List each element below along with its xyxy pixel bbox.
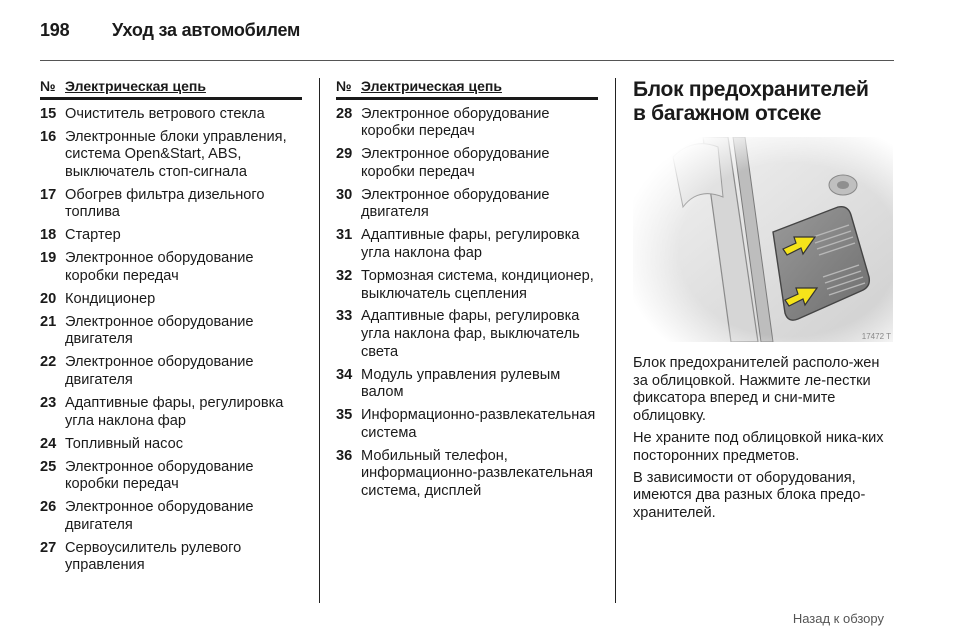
fuse-number: 27 [40, 539, 57, 556]
circuit-description: Адаптивные фары, регулировка угла наклона фар [65, 395, 284, 429]
fuse-number: 15 [40, 105, 57, 122]
circuit-description: Модуль управления рулевым валом [361, 366, 561, 401]
fuse-number: 19 [40, 250, 57, 267]
fuse-number: 22 [40, 354, 57, 371]
table-row [336, 146, 598, 181]
table-row [40, 227, 302, 245]
circuit-description: Электронное оборудование коробки передач [361, 105, 550, 140]
table-row [336, 407, 598, 442]
table-header [40, 78, 302, 100]
table-row [40, 540, 302, 575]
fuse-table-left [40, 78, 302, 580]
fuse-number: 33 [336, 308, 353, 325]
fuse-number: 18 [40, 227, 57, 244]
circuit-description: Адаптивные фары, регулировка угла наклона фар, выключатель света [361, 308, 580, 360]
fuse-number: 31 [336, 227, 353, 244]
fuse-number: 23 [40, 395, 57, 412]
circuit-description: Кондиционер [65, 290, 156, 307]
circuit-description: Адаптивные фары, регулировка угла наклона фар [361, 227, 580, 261]
section-paragraph: Блок предохранителей располо-жен за облицовкой. Нажмите ле-пестки фиксатора вперед и сни-мите облицовку. [633, 355, 880, 424]
circuit-description: Мобильный телефон, информационно-развлекательная система, дисплей [361, 447, 593, 499]
table-row [336, 367, 598, 402]
circuit-description: Электронные блоки управления, система Open&Start, ABS, выключатель стоп-сигнала [65, 128, 287, 180]
table-row [40, 187, 302, 222]
circuit-description: Электронное оборудование двигателя [65, 354, 254, 389]
column-divider [319, 78, 320, 603]
fuse-number: 20 [40, 290, 57, 307]
circuit-description: Информационно-развлекательная система [361, 407, 596, 441]
table-row [40, 459, 302, 494]
circuit-description: Очиститель ветрового стекла [65, 105, 265, 122]
fuse-number: 21 [40, 313, 57, 330]
table-row [336, 187, 598, 222]
fuse-number: 29 [336, 146, 353, 163]
table-row [40, 354, 302, 389]
circuit-description: Электронное оборудование двигателя [361, 186, 550, 221]
table-row [40, 250, 302, 285]
table-row [40, 129, 302, 182]
table-row [336, 227, 598, 262]
table-row [336, 448, 598, 501]
table-row [40, 106, 302, 124]
fuse-number: 17 [40, 186, 57, 203]
circuit-description: Тормозная система, кондиционер, выключатель сцепления [361, 267, 594, 302]
table-header-num: № [40, 78, 56, 94]
table-header-label: Электрическая цепь [361, 78, 502, 94]
table-row [336, 106, 598, 141]
table-row [336, 268, 598, 303]
circuit-description: Электронное оборудование коробки передач [361, 146, 550, 180]
table-row [40, 291, 302, 309]
section-fusebox-trunk [633, 78, 893, 126]
circuit-description: Обогрев фильтра дизельного топлива [65, 186, 265, 221]
fuse-table-right [336, 78, 598, 506]
header-rule [40, 60, 894, 61]
table-header-label: Электрическая цепь [65, 78, 206, 94]
fuse-number: 25 [40, 458, 57, 475]
circuit-description: Электронное оборудование коробки передач [65, 458, 254, 493]
fuse-number: 35 [336, 407, 353, 424]
circuit-description: Топливный насос [65, 435, 184, 452]
section-body [633, 355, 893, 527]
fuse-number: 16 [40, 128, 57, 145]
table-row [336, 308, 598, 361]
table-row [40, 314, 302, 349]
chapter-title: Уход за автомобилем [112, 20, 301, 40]
trunk-fusebox-illustration [633, 137, 893, 342]
section-heading: Блок предохранителей в багажном отсеке [633, 78, 869, 125]
figure-code: 17472 T [861, 332, 891, 341]
table-row [40, 395, 302, 430]
fuse-number: 32 [336, 267, 353, 284]
table-row [40, 499, 302, 534]
fuse-number: 34 [336, 366, 353, 383]
fuse-number: 36 [336, 447, 353, 464]
back-to-overview-link[interactable]: Назад к обзору [792, 611, 884, 626]
section-paragraph: В зависимости от оборудования, имеются два разных блока предо-хранителей. [633, 469, 866, 521]
table-header-num: № [336, 78, 352, 94]
table-header [336, 78, 598, 100]
page-header [40, 20, 300, 41]
circuit-description: Стартер [65, 227, 121, 244]
fuse-number: 24 [40, 435, 57, 452]
fuse-number: 28 [336, 105, 353, 122]
circuit-description: Электронное оборудование двигателя [65, 499, 254, 533]
circuit-description: Электронное оборудование коробки передач [65, 250, 254, 284]
fuse-number: 26 [40, 499, 57, 516]
column-divider [615, 78, 616, 603]
section-paragraph: Не храните под облицовкой ника-ких посторонних предметов. [633, 429, 884, 464]
page-number: 198 [40, 20, 70, 40]
circuit-description: Сервоусилитель рулевого управления [65, 539, 242, 574]
fuse-number: 30 [336, 186, 353, 203]
circuit-description: Электронное оборудование двигателя [65, 313, 254, 348]
table-row [40, 436, 302, 454]
